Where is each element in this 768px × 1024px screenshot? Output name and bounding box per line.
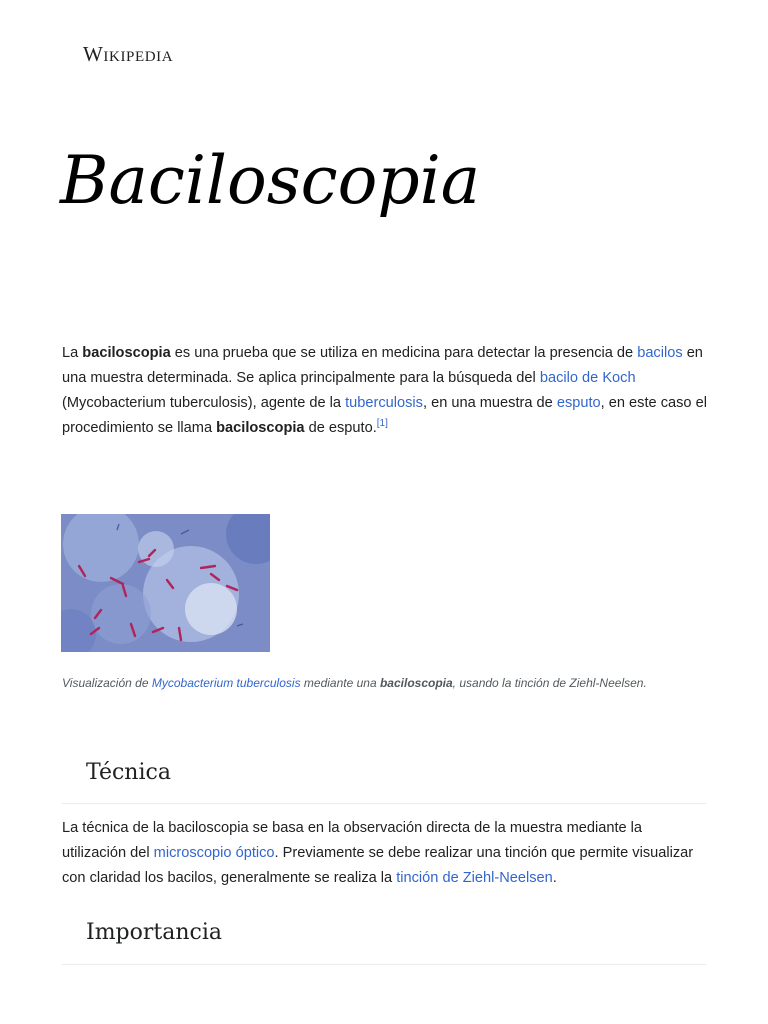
section-divider <box>62 803 706 804</box>
reference-link[interactable]: [1] <box>376 418 388 430</box>
image-caption: Visualización de Mycobacterium tuberculosis mediante una baciloscopia, usando la tinción de Ziehl-Neelsen. <box>62 676 647 690</box>
tecnica-paragraph: La técnica de la baciloscopia se basa en la observación directa de la muestra mediante la utilización del microscopio óptico. Previamente se debe realizar una tinción que permite visualizar con claridad los bacilos, generalmente se realiza la tinción de Ziehl-Neelsen. <box>62 820 694 886</box>
link-tuberculosis[interactable]: tuberculosis <box>345 395 423 411</box>
bold-term: baciloscopia <box>379 676 453 690</box>
link-mycobacterium-tuberculosis[interactable]: Mycobacterium tuberculosis <box>151 676 301 690</box>
bold-term: baciloscopia <box>82 345 171 361</box>
link-microscopio-optico[interactable]: microscopio óptico <box>153 845 275 861</box>
section-divider <box>62 964 706 965</box>
intro-paragraph: La baciloscopia es una prueba que se utiliza en medicina para detectar la presencia de bacilos en una muestra determinada. Se aplica principalmente para la búsqueda del bacilo de Koch (Mycobacterium tuberculosis), agente de la tuberculosis, en una muestra de esputo, en este caso el procedimiento se llama baciloscopia de esputo.[1] <box>62 345 707 436</box>
link-esputo[interactable]: esputo <box>556 395 601 411</box>
bold-term: baciloscopia <box>216 420 305 436</box>
micrograph-drawing <box>61 514 270 652</box>
link-bacilo-de-koch[interactable]: bacilo de Koch <box>539 370 636 386</box>
section-heading-tecnica: Técnica <box>86 760 171 785</box>
link-tincion-de-ziehl-neelsen[interactable]: tinción de Ziehl-Neelsen <box>396 870 553 886</box>
bacilloscopy-image[interactable] <box>61 514 270 652</box>
wikipedia-wordmark[interactable]: Wikipedia <box>83 42 174 66</box>
link-bacilos[interactable]: bacilos <box>637 345 683 361</box>
page-title: Baciloscopia <box>60 142 481 219</box>
section-heading-importancia: Importancia <box>86 920 222 945</box>
